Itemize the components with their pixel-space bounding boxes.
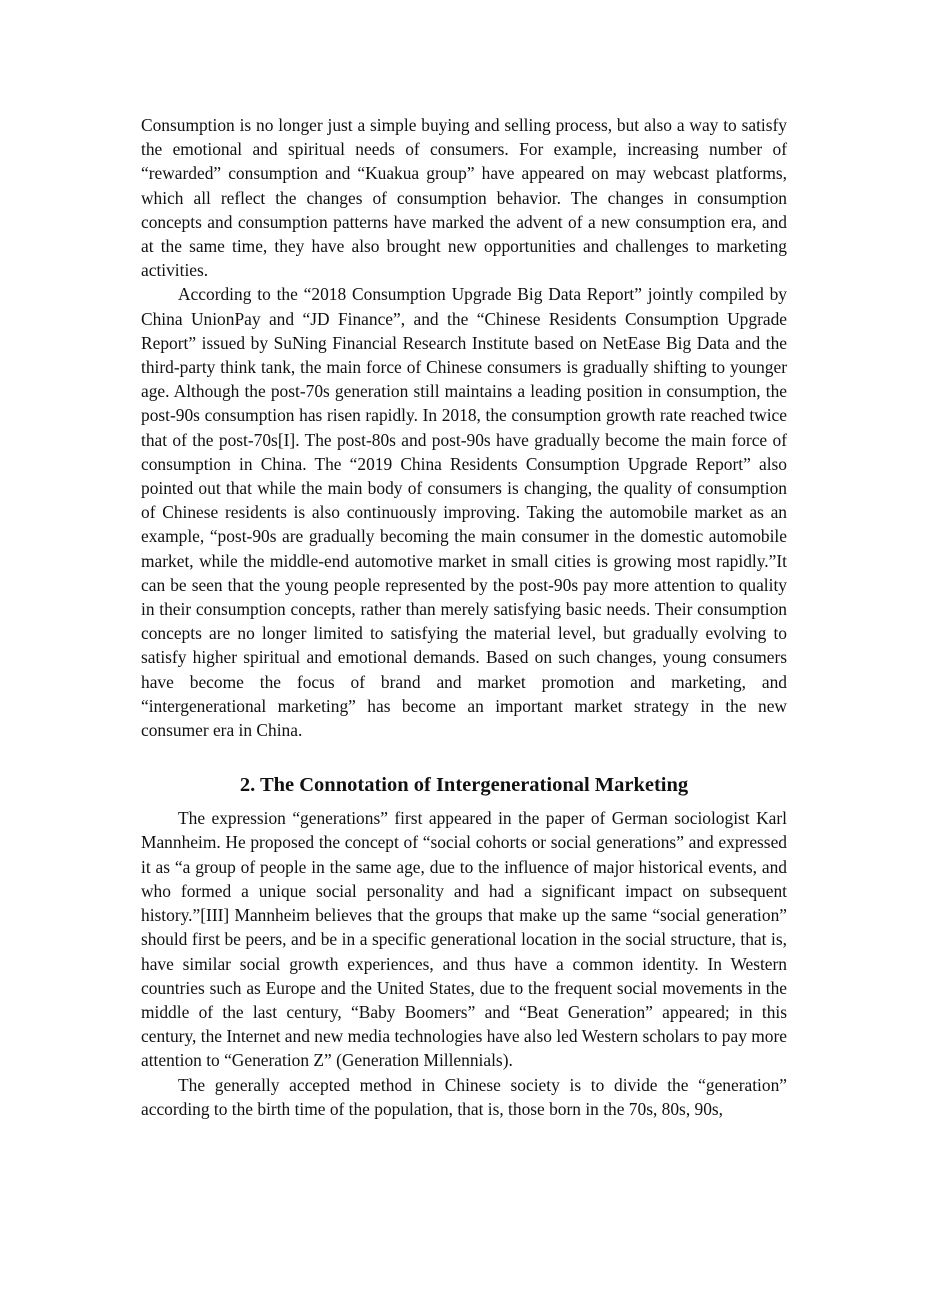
- body-paragraph: The generally accepted method in Chinese society is to divide the “generation” according to the birth time of the population, that is, those born in the 70s, 80s, 90s,: [141, 1074, 787, 1119]
- page-body: [141, 113, 787, 1121]
- body-paragraph: The expression “generations” first appeared in the paper of German sociologist Karl Mannheim. He proposed the concept of “social cohorts or social generations” and expressed it as “a group of people in the same age, due to the influence of major historical events, and who formed a unique social personality and had a significant impact on subsequent history.”[III] Mannheim believes that the groups that make up the same “social generation” should first be peers, and be in a specific generational location in the social structure, that is, have similar social growth experiences, and thus have a common identity. In Western countries such as Europe and the United States, due to the frequent social movements in the middle of the last century, “Baby Boomers” and “Beat Generation” appeared; in this century, the Internet and new media technologies have also led Western scholars to pay more attention to “Generation Z” (Generation Millennials).: [141, 808, 787, 1071]
- section-heading: 2. The Connotation of Intergenerational Marketing: [239, 774, 689, 797]
- body-paragraph: According to the “2018 Consumption Upgrade Big Data Report” jointly compiled by China UnionPay and “JD Finance”, and the “Chinese Residents Consumption Upgrade Report” issued by SuNing Financial Research Institute based on NetEase Big Data and the third-party think tank, the main force of Chinese consumers is gradually shifting to younger age. Although the post-70s generation still maintains a leading position in consumption, the post-90s consumption has risen rapidly. In 2018, the consumption growth rate reached twice that of the post-70s[I]. The post-80s and post-90s have gradually become the main force of consumption in China. The “2019 China Residents Consumption Upgrade Report” also pointed out that while the main body of consumers is changing, the quality of consumption of Chinese residents is also continuously improving. Taking the automobile market as an example, “post-90s are gradually becoming the main consumer in the domestic automobile market, while the middle-end automotive market in small cities is growing most rapidly.”It can be seen that the young people represented by the post-90s pay more attention to quality in their consumption concepts, rather than merely satisfying basic needs. Their consumption concepts are no longer limited to satisfying the material level, but gradually evolving to satisfy higher spiritual and emotional demands. Based on such changes, young consumers have become the focus of brand and market promotion and marketing, and “intergenerational marketing” has become an important market strategy in the new consumer era in China.: [141, 284, 787, 741]
- body-paragraph: Consumption is no longer just a simple buying and selling process, but also a way to satisfy the emotional and spiritual needs of consumers. For example, increasing number of “rewarded” consumption and “Kuakua group” have appeared on may webcast platforms, which all reflect the changes of consumption behavior. The changes in consumption concepts and consumption patterns have marked the advent of a new consumption era, and at the same time, they have also brought new opportunities and challenges to marketing activities.: [141, 115, 787, 281]
